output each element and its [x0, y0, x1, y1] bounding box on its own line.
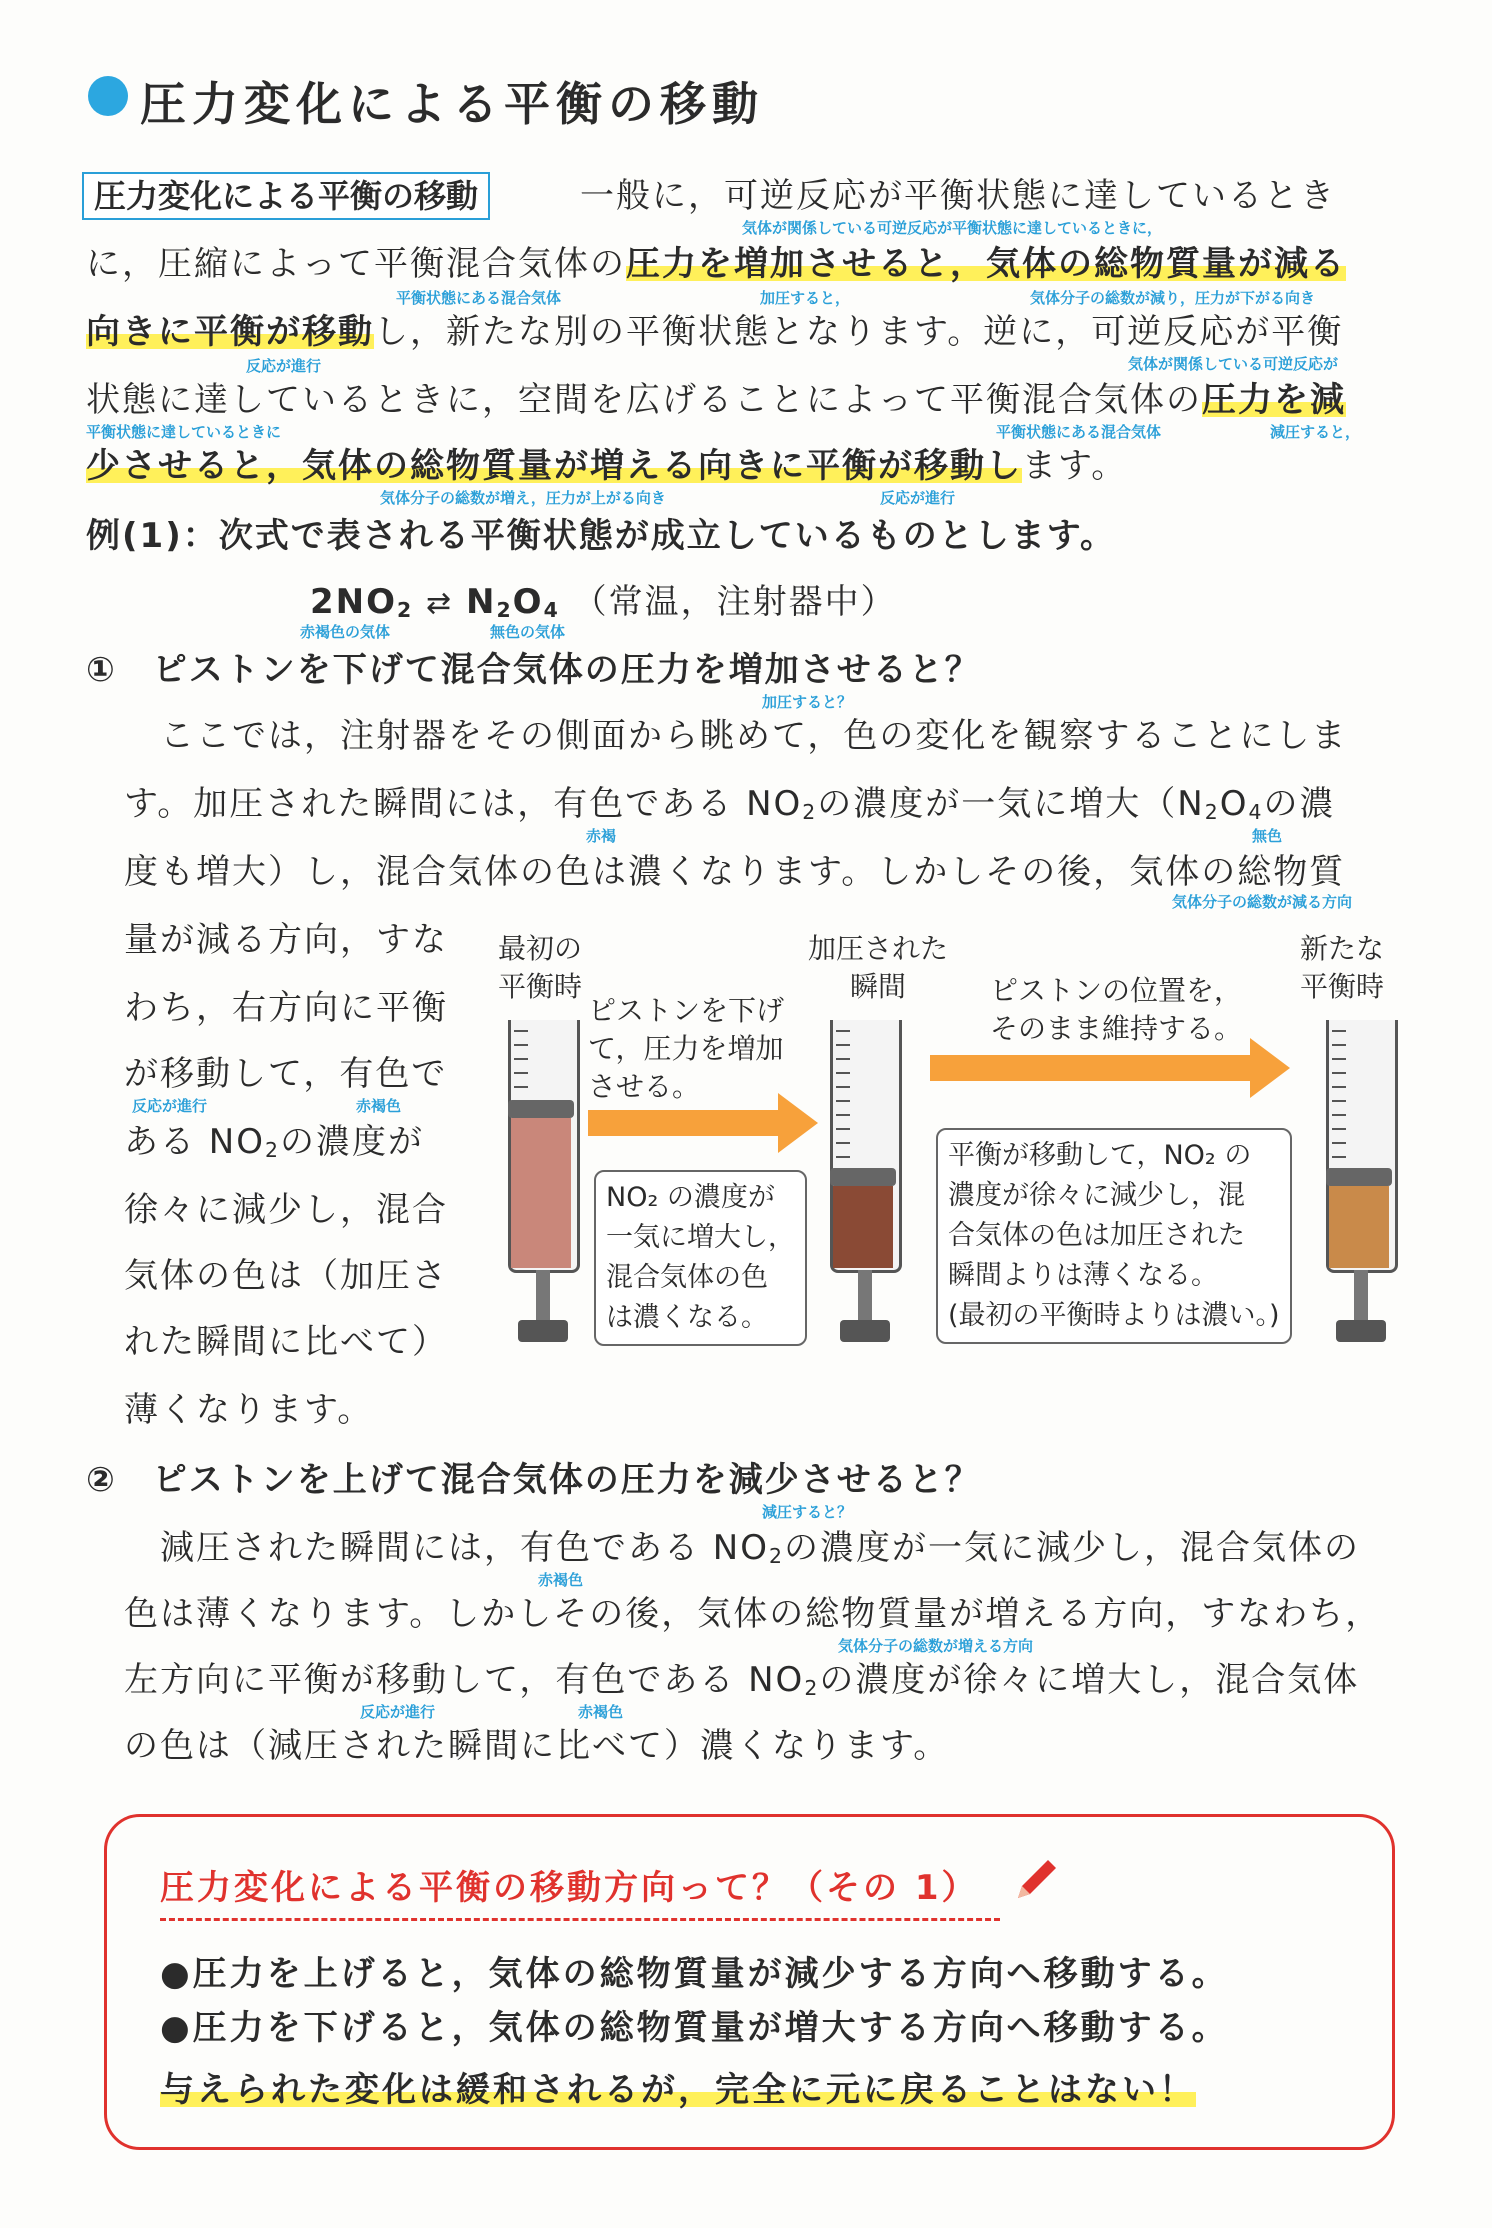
summary-divider — [160, 1918, 1000, 1921]
ruby: 減圧すると， — [1270, 423, 1361, 441]
arrow-2-head-icon — [1250, 1038, 1290, 1098]
gas-initial — [511, 1118, 571, 1268]
ruby: 平衡状態にある混合気体 — [996, 423, 1162, 441]
ruby: 気体が関係している可逆反応が平衡状態に達しているときに， — [742, 219, 1163, 237]
syringe-figure — [490, 920, 1410, 1380]
ruby: 反応が進行 — [246, 357, 322, 375]
side-text: が移動して，有色で — [124, 1054, 448, 1094]
side-text: れた瞬間に比べて） — [124, 1322, 448, 1362]
sec1-line-2: す。加圧された瞬間には，有色である $NO_2$の濃度が一気に増大（$N_2O_4$の濃 — [124, 784, 1336, 824]
ruby: 気体が関係している可逆反応が — [1128, 355, 1339, 373]
summary-line-3: 与えられた変化は緩和されるが，完全に元に戻ることはない！ — [160, 2070, 1196, 2110]
gas-pressed — [833, 1186, 893, 1268]
side-text: ある $NO_2$の濃度が — [124, 1122, 424, 1162]
arrow-2 — [930, 1055, 1250, 1081]
ruby: 加圧すると？ — [762, 693, 853, 711]
intro-line-4: 状態に達しているときに，空間を広げることによって平衡混合気体の圧力を減 — [86, 380, 1346, 420]
sec2-line-3: 左方向に平衡が移動して，有色である $NO_2$の濃度が徐々に増大し，混合気体 — [124, 1660, 1360, 1700]
arrow-1-text: ピストンを下げ て，圧力を増加 させる。 — [588, 994, 785, 1103]
ruby: 反応が進行 — [880, 489, 956, 507]
ruby: 赤褐 — [586, 827, 617, 845]
sec2-line-1: 減圧された瞬間には，有色である $NO_2$の濃度が一気に減少し，混合気体の — [160, 1528, 1360, 1568]
keyword-box: 圧力変化による平衡の移動 — [82, 172, 490, 220]
intro-line-1: 一般に，可逆反応が平衡状態に達しているとき — [580, 176, 1336, 216]
ruby: 気体分子の総数が減る方向 — [1172, 893, 1353, 911]
ruby: 赤褐色 — [356, 1097, 402, 1115]
ruby: 赤褐色 — [578, 1703, 624, 1721]
ruby: 赤褐色の気体 — [300, 623, 391, 641]
ruby: 減圧すると？ — [762, 1503, 853, 1521]
intro-line-2: に，圧縮によって平衡混合気体の圧力を増加させると，気体の総物質量が減る — [86, 244, 1346, 284]
note-new: 平衡が移動して，NO₂ の 濃度が徐々に減少し，混 合気体の色は加圧された 瞬間よりは薄くなる。 (最初の平衡時よりは濃い。) — [936, 1128, 1292, 1344]
arrow-1 — [588, 1110, 778, 1136]
summary-line-2: ●圧力を下げると，気体の総物質量が増大する方向へ移動する。 — [160, 2008, 1229, 2048]
arrow-2-text: ピストンの位置を， そのまま維持する。 — [990, 974, 1243, 1045]
sec2-line-4: の色は（減圧された瞬間に比べて）濃くなります。 — [124, 1726, 950, 1766]
side-text: 薄くなります。 — [124, 1390, 374, 1430]
page-title: 圧力変化による平衡の移動 — [140, 77, 764, 131]
summary-line-1: ●圧力を上げると，気体の総物質量が減少する方向へ移動する。 — [160, 1954, 1229, 1994]
fig-label-new: 新たな 平衡時 — [1300, 932, 1385, 1003]
ruby: 無色 — [1252, 827, 1283, 845]
side-text: 徐々に減少し，混合 — [124, 1190, 448, 1230]
fig-label-initial: 最初の 平衡時 — [498, 932, 583, 1003]
fig-label-pressed: 加圧された 瞬間 — [808, 932, 949, 1003]
note-pressed: NO₂ の濃度が 一気に増大し， 混合気体の色 は濃くなる。 — [594, 1170, 807, 1346]
intro-line-3: 向きに平衡が移動し，新たな別の平衡状態となります。逆に，可逆反応が平衡 — [86, 312, 1344, 352]
example-label: 例(1)：次式で表される平衡状態が成立しているものとします。 — [86, 516, 1117, 556]
ruby: 反応が進行 — [132, 1097, 208, 1115]
side-text: わち，右方向に平衡 — [124, 988, 448, 1028]
ruby: 気体分子の総数が増え，圧力が上がる向き — [380, 489, 666, 507]
section-2-heading: ② ピストンを上げて混合気体の圧力を減少させると？ — [86, 1460, 981, 1500]
side-text: 量が減る方向，すな — [124, 920, 448, 960]
arrow-1-head-icon — [778, 1093, 818, 1153]
equilibrium-arrow-icon: ⇄ — [426, 586, 454, 621]
side-text: 気体の色は（加圧さ — [124, 1256, 448, 1296]
section-1-heading: ① ピストンを下げて混合気体の圧力を増加させると？ — [86, 650, 981, 690]
ruby: 平衡状態にある混合気体 — [396, 289, 562, 307]
ruby: 加圧すると， — [760, 289, 851, 307]
pencil-icon — [1010, 1856, 1060, 1906]
ruby: 気体分子の総数が減り，圧力が下がる向き — [1030, 289, 1316, 307]
sec1-line-1: ここでは，注射器をその側面から眺めて，色の変化を観察することにしま — [160, 716, 1348, 756]
sec1-line-3: 度も増大）し，混合気体の色は濃くなります。しかしその後，気体の総物質 — [124, 852, 1346, 892]
summary-title: 圧力変化による平衡の移動方向って？（その 1） — [160, 1868, 979, 1908]
gas-new — [1329, 1186, 1389, 1268]
title-bullet-icon — [88, 76, 128, 116]
ruby: 赤褐色 — [538, 1571, 584, 1589]
equation: $2NO_2$ ⇄ $N_2O_4$ （常温，注射器中） — [310, 582, 897, 622]
sec2-line-2: 色は薄くなります。しかしその後，気体の総物質量が増える方向，すなわち， — [124, 1594, 1382, 1634]
ruby: 気体分子の総数が増える方向 — [838, 1637, 1034, 1655]
ruby: 反応が進行 — [360, 1703, 436, 1721]
ruby: 平衡状態に達しているときに — [86, 423, 282, 441]
ruby: 無色の気体 — [490, 623, 566, 641]
intro-line-5: 少させると，気体の総物質量が増える向きに平衡が移動します。 — [86, 446, 1128, 486]
